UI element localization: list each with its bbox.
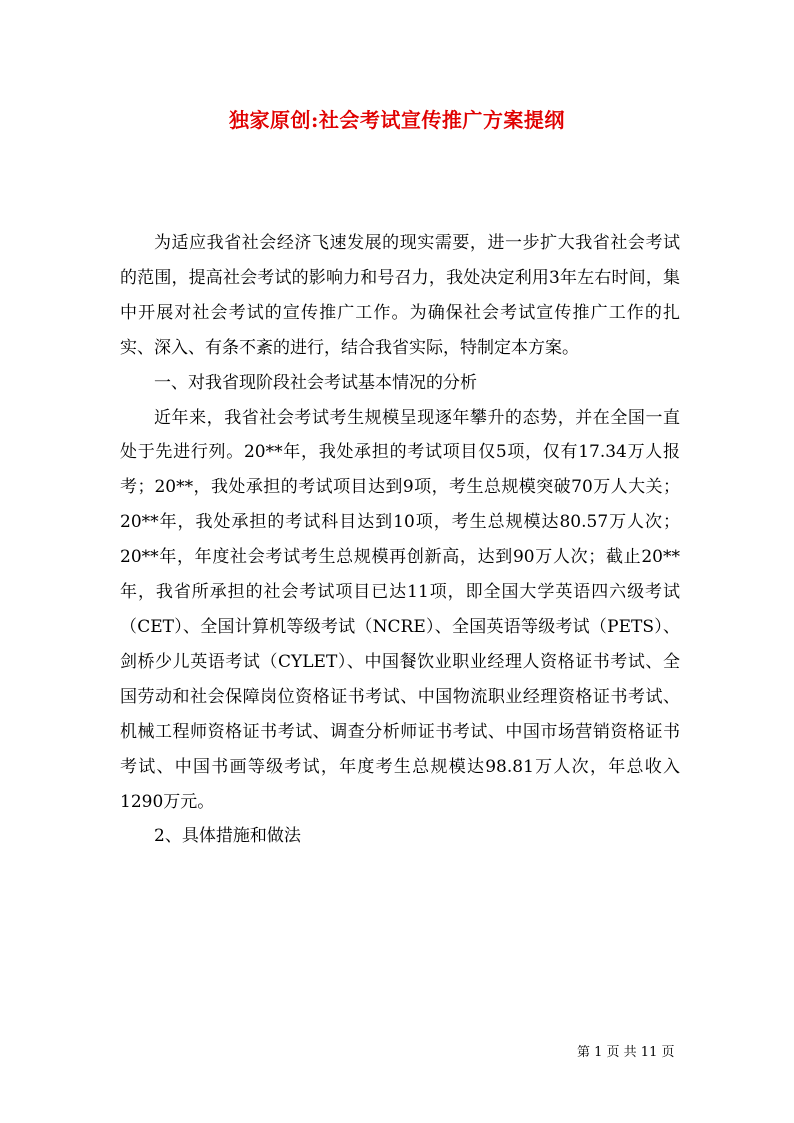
section-heading-measures: 2、具体措施和做法 [154, 826, 301, 847]
analysis-paragraph: 近年来，我省社会考试考生规模呈现逐年攀升的态势，并在全国一直处于先进行列。20**年，我处承担的考试项目仅5项，仅有17.34万人报考；20**，我处承担的考试项目达到9项，考生总规模突破70万人大关；20**年，我处承担的考试科目达到10项，考生总规模达80.57万人次；20**年，年度社会考试考生总规模再创新高，达到90万人次；截止20**年，我省所承担的社会考试项目已达11项，即全国大学英语四六级考试（CET）、全国计算机等级考试（NCRE）、全国英语等级考试（PETS）、剑桥少儿英语考试（CYLET）、中国餐饮业职业经理人资格证书考试、全国劳动和社会保障岗位资格证书考试、中国物流职业经理资格证书考试、机械工程师资格证书考试、调查分析师证书考试、中国市场营销资格证书考试、中国书画等级考试，年度考生总规模达98.81万人次，年总收入1290万元。 [120, 407, 680, 812]
section-heading-analysis: 一、对我省现阶段社会考试基本情况的分析 [154, 372, 477, 393]
intro-paragraph: 为适应我省社会经济飞速发展的现实需要，进一步扩大我省社会考试的范围，提高社会考试的影响力和号召力，我处决定利用3年左右时间，集中开展对社会考试的宣传推广工作。为确保社会考试宣传推广工作的扎实、深入、有条不紊的进行，结合我省实际，特制定本方案。 [120, 233, 680, 358]
document-body [120, 226, 680, 854]
page-number-footer: 第 1 页 共 11 页 [577, 1045, 675, 1060]
document-title: 独家原创:社会考试宣传推广方案提纲 [229, 108, 565, 132]
